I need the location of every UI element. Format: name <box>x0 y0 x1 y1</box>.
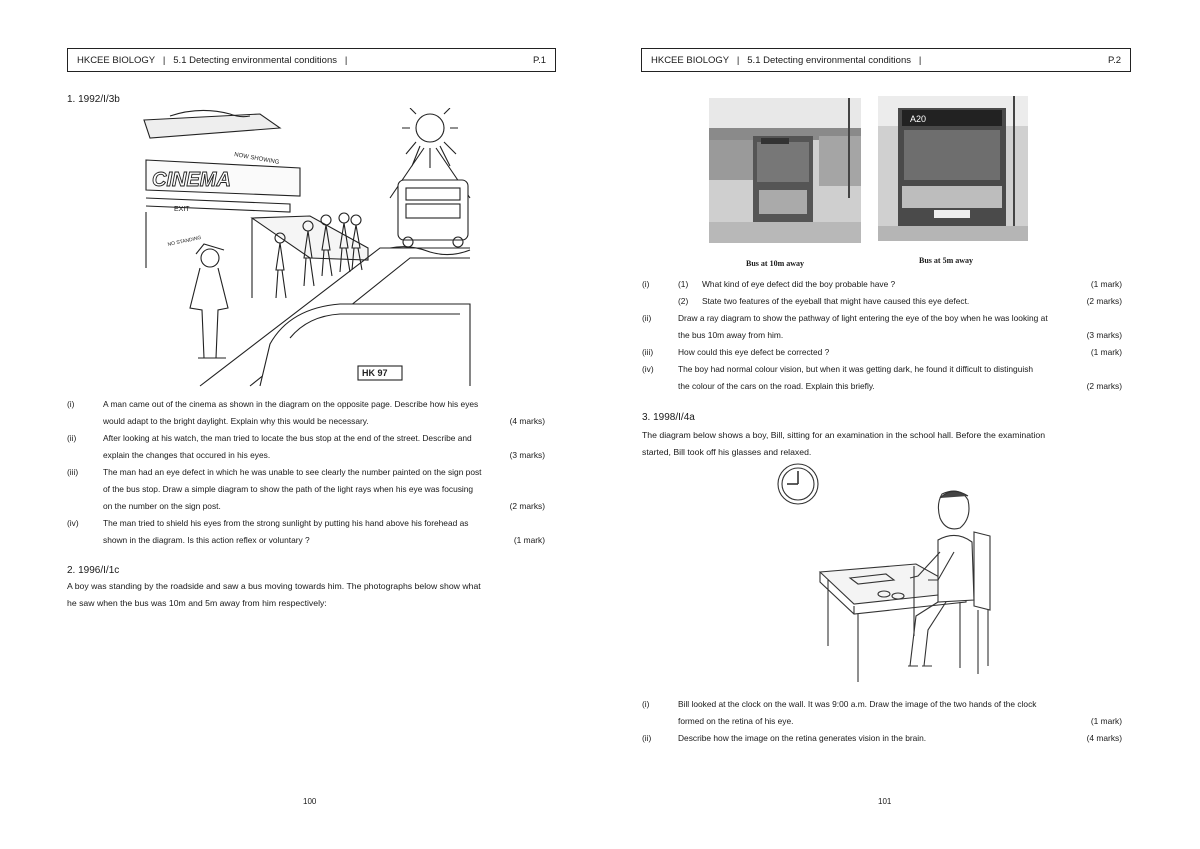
item-marks: (1 mark) <box>1090 716 1122 726</box>
page-number: 100 <box>303 797 317 806</box>
right-page <box>600 0 1200 849</box>
header-title: HKCEE BIOLOGY | 5.1 Detecting environmental conditions | <box>651 54 922 66</box>
sign-now-showing: NOW SHOWING <box>233 152 280 166</box>
sub-item-number: (2) <box>678 296 689 306</box>
item-marks: (2 marks) <box>1086 296 1122 306</box>
q3-item-ii <box>642 730 1122 747</box>
page-number: 101 <box>878 797 892 806</box>
item-number: (ii) <box>67 433 77 443</box>
para-line: started, Bill took off his glasses and relaxed. <box>642 447 812 457</box>
item-marks: (4 marks) <box>1086 733 1122 743</box>
para-line: A boy was standing by the roadside and saw a bus moving towards him. The photographs below show what <box>67 581 481 591</box>
question-1-title: 1. 1992/I/3b <box>67 94 120 105</box>
item-line: on the number on the sign post. <box>103 501 221 511</box>
item-number: (i) <box>642 279 650 289</box>
q1-item-ii <box>67 430 545 464</box>
item-line: of the bus stop. Draw a simple diagram to show the path of the light rays when his eye was focusing <box>103 484 474 494</box>
item-marks: (3 marks) <box>509 450 545 460</box>
item-line: the colour of the cars on the road. Explain this briefly. <box>678 381 875 391</box>
item-line: Describe how the image on the retina generates vision in the brain. <box>678 733 927 743</box>
question-3-title: 3. 1998/I/4a <box>642 412 695 423</box>
caption-bus-10m: Bus at 10m away <box>746 259 805 268</box>
question-3-paragraph <box>642 427 1132 461</box>
photo-bus-5m <box>878 96 1028 241</box>
item-line: The man tried to shield his eyes from the strong sunlight by putting his hand above his forehead as <box>103 518 469 528</box>
para-line: The diagram below shows a boy, Bill, sitting for an examination in the school hall. Before the examination <box>642 430 1046 440</box>
item-line: After looking at his watch, the man tried to locate the bus stop at the end of the street. Describe and <box>103 433 472 443</box>
sign-exit: EXIT <box>174 206 190 213</box>
item-line: What kind of eye defect did the boy probable have ? <box>702 279 896 289</box>
q2-item-i-1 <box>642 276 1122 293</box>
item-marks: (1 mark) <box>513 535 545 545</box>
q1-item-iv <box>67 515 545 549</box>
q2-item-iii <box>642 344 1122 361</box>
cinema-street-illustration <box>140 108 480 388</box>
header-page-number: P.1 <box>532 54 546 66</box>
item-line: State two features of the eyeball that might have caused this eye defect. <box>702 296 970 306</box>
sub-item-number: (1) <box>678 279 689 289</box>
header-page-number: P.2 <box>1107 54 1121 66</box>
item-line: Draw a ray diagram to show the pathway of light entering the eye of the boy when he was looking at <box>678 313 1048 323</box>
item-number: (i) <box>67 399 75 409</box>
para-line: he saw when the bus was 10m and 5m away from him respectively: <box>67 598 327 608</box>
q1-item-iii <box>67 464 545 515</box>
q2-item-i-2 <box>642 293 1122 310</box>
sign-cinema: CINEMA <box>152 169 231 191</box>
item-line: How could this eye defect be corrected ? <box>678 347 830 357</box>
car-number-plate: HK 97 <box>362 368 388 378</box>
q2-item-ii <box>642 310 1122 344</box>
item-line: The boy had normal colour vision, but when it was getting dark, he found it difficult to distinguish <box>678 364 1034 374</box>
question-2-paragraph <box>67 578 557 612</box>
item-line: would adapt to the bright daylight. Explain why this would be necessary. <box>103 416 369 426</box>
item-marks: (2 marks) <box>1086 381 1122 391</box>
q3-item-i <box>642 696 1122 730</box>
caption-bus-5m: Bus at 5m away <box>919 256 974 265</box>
right-header <box>641 48 1131 72</box>
item-line: A man came out of the cinema as shown in the diagram on the opposite page. Describe how his eyes <box>103 399 479 409</box>
bus-route-sign: A20 <box>910 114 927 124</box>
left-header <box>67 48 556 72</box>
q2-item-iv <box>642 361 1122 395</box>
item-line: Bill looked at the clock on the wall. It was 9:00 a.m. Draw the image of the two hands of the clock <box>678 699 1037 709</box>
boy-at-desk-illustration <box>768 460 993 685</box>
photo-bus-10m <box>709 98 861 243</box>
item-number: (ii) <box>642 313 652 323</box>
item-marks: (3 marks) <box>1086 330 1122 340</box>
item-line: The man had an eye defect in which he was unable to see clearly the number painted on the sign post <box>103 467 482 477</box>
item-marks: (1 mark) <box>1090 279 1122 289</box>
question-2-title: 2. 1996/I/1c <box>67 565 120 576</box>
item-line: shown in the diagram. Is this action reflex or voluntary ? <box>103 535 310 545</box>
q1-item-i <box>67 396 545 430</box>
item-number: (iv) <box>642 364 654 374</box>
item-marks: (1 mark) <box>1090 347 1122 357</box>
item-number: (iv) <box>67 518 79 528</box>
item-number: (i) <box>642 699 650 709</box>
sign-no-standing: NO STANDING <box>167 234 203 248</box>
item-line: the bus 10m away from him. <box>678 330 784 340</box>
item-marks: (4 marks) <box>509 416 545 426</box>
item-number: (iii) <box>642 347 654 357</box>
item-number: (ii) <box>642 733 652 743</box>
item-line: formed on the retina of his eye. <box>678 716 794 726</box>
item-number: (iii) <box>67 467 79 477</box>
header-title: HKCEE BIOLOGY | 5.1 Detecting environmental conditions | <box>77 54 348 66</box>
item-line: explain the changes that occured in his eyes. <box>103 450 271 460</box>
item-marks: (2 marks) <box>509 501 545 511</box>
